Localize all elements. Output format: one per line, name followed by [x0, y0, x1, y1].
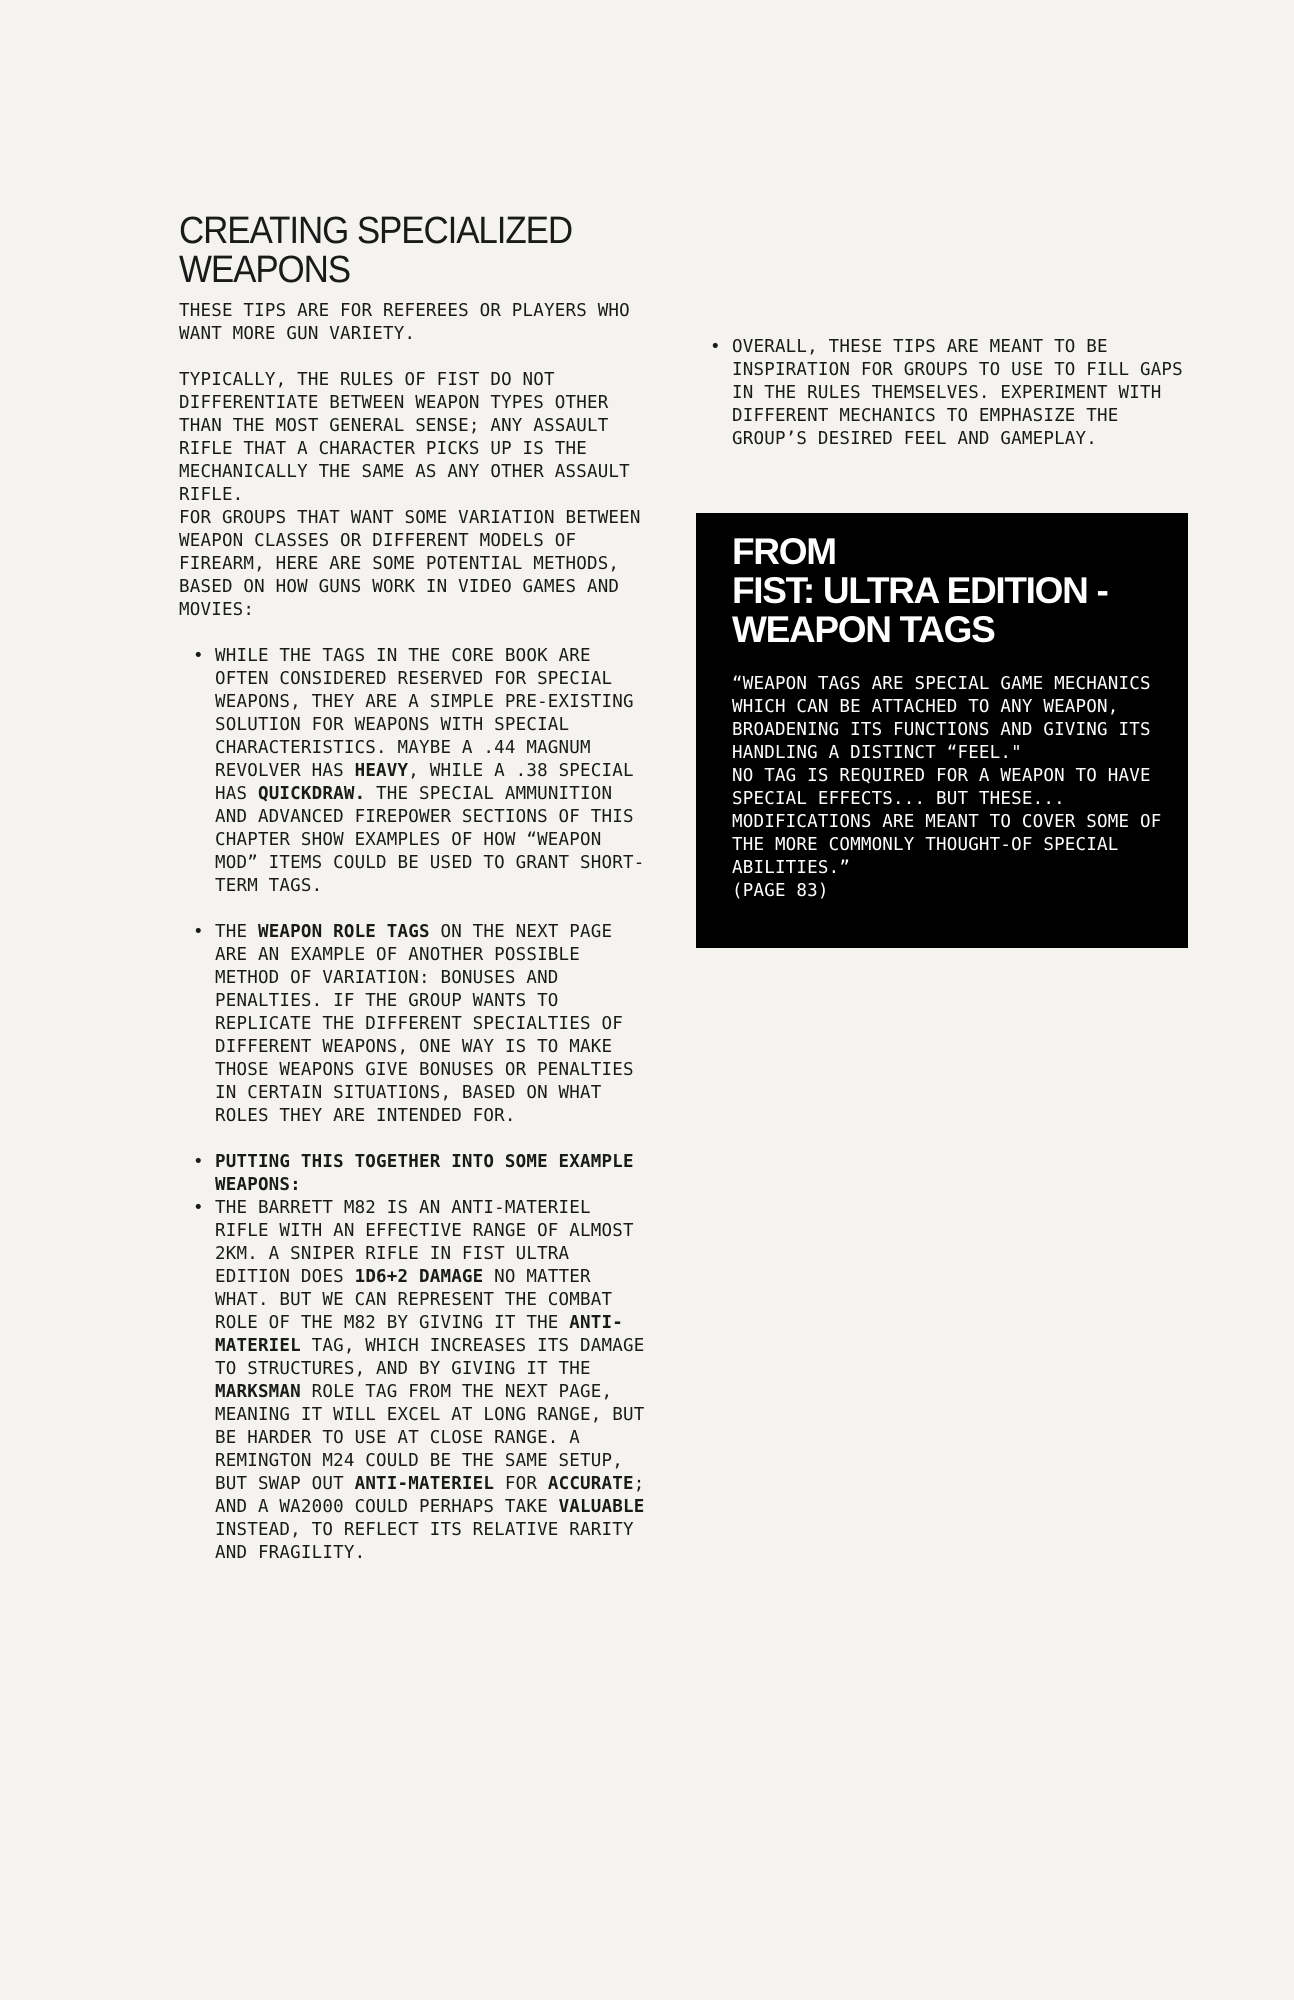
accurate-tag: ACCURATE: [547, 1474, 634, 1494]
tips-list-continued: [696, 336, 1190, 451]
marksman-tag: MARKSMAN: [215, 1382, 301, 1402]
paragraph-for-groups: FOR GROUPS THAT WANT SOME VARIATION BETWEEN WEAPON CLASSES OR DIFFERENT MODELS OF FIREARM, HERE ARE SOME POTENTIAL METHODS, BASED ON HOW GUNS WORK IN VIDEO GAMES AND MOVIES:: [179, 508, 641, 620]
list-item: [179, 1151, 649, 1197]
list-item: • OVERALL, THESE TIPS ARE MEANT TO BE INSPIRATION FOR GROUPS TO USE TO FILL GAPS IN THE RULES THEMSELVES. EXPERIMENT WITH DIFFERENT MECHANICS TO EMPHASIZE THE GROUP’S DESIRED FEEL AND GAMEPLAY.: [696, 336, 1190, 451]
tips-list: [179, 645, 649, 1565]
page-reference: (PAGE 83): [732, 881, 829, 901]
page-title: CREATING SPECIALIZED WEAPONS: [179, 210, 572, 291]
sidebar-title: FROM FIST: ULTRA EDITION - WEAPON TAGS: [732, 531, 1108, 650]
right-column: [696, 336, 1190, 451]
sidebar-quote: [732, 673, 1168, 903]
list-item: • THE BARRETT M82 IS AN ANTI-MATERIEL RIFLE WITH AN EFFECTIVE RANGE OF ALMOST 2KM. A SNIPER RIFLE IN FIST ULTRA EDITION DOES 1D6+2 DAMAGE NO MATTER WHAT. BUT WE CAN REPRESENT THE COMBAT ROLE OF THE M82 BY GIVING IT THE ANTI-MATERIEL TAG, WHICH INCREASES ITS DAMAGE TO STRUCTURES, AND BY GIVING IT THE MARKSMAN ROLE TAG FROM THE NEXT PAGE, MEANING IT WILL EXCEL AT LONG RANGE, BUT BE HARDER TO USE AT CLOSE RANGE. A REMINGTON M24 COULD BE THE SAME SETUP, BUT SWAP OUT ANTI-MATERIEL FOR ACCURATE; AND A WA2000 COULD PERHAPS TAKE VALUABLE INSTEAD, TO REFLECT ITS RELATIVE RARITY AND FRAGILITY.: [179, 1197, 649, 1565]
paragraph-typically: TYPICALLY, THE RULES OF FIST DO NOT DIFFERENTIATE BETWEEN WEAPON TYPES OTHER THAN THE MOST GENERAL SENSE; ANY ASSAULT RIFLE THAT A CHARACTER PICKS UP IS THE MECHANICALLY THE SAME AS ANY OTHER ASSAULT RIFLE.: [179, 370, 630, 505]
left-column: [179, 212, 649, 1565]
damage-term: 1D6+2 DAMAGE: [354, 1267, 484, 1287]
anti-materiel-tag: ANTI-MATERIEL: [215, 1313, 623, 1356]
list-item: • THE WEAPON ROLE TAGS ON THE NEXT PAGE ARE AN EXAMPLE OF ANOTHER POSSIBLE METHOD OF VARIATION: BONUSES AND PENALTIES. IF THE GROUP WANTS TO REPLICATE THE DIFFERENT SPECIALTIES OF DIFFERENT WEAPONS, ONE WAY IS TO MAKE THOSE WEAPONS GIVE BONUSES OR PENALTIES IN CERTAIN SITUATIONS, BASED ON WHAT ROLES THEY ARE INTENDED FOR.: [179, 921, 649, 1128]
valuable-tag: VALUABLE: [558, 1497, 645, 1517]
example-weapons-heading: PUTTING THIS TOGETHER INTO SOME EXAMPLE WEAPONS:: [215, 1152, 634, 1195]
weapon-role-tags-term: WEAPON ROLE TAGS: [257, 922, 430, 942]
list-item: • WHILE THE TAGS IN THE CORE BOOK ARE OFTEN CONSIDERED RESERVED FOR SPECIAL WEAPONS, THEY ARE A SIMPLE PRE-EXISTING SOLUTION FOR WEAPONS WITH SPECIAL CHARACTERISTICS. MAYBE A .44 MAGNUM REVOLVER HAS HEAVY, WHILE A .38 SPECIAL HAS QUICKDRAW. THE SPECIAL AMMUNITION AND ADVANCED FIREPOWER SECTIONS OF THIS CHAPTER SHOW EXAMPLES OF HOW “WEAPON MOD” ITEMS COULD BE USED TO GRANT SHORT-TERM TAGS.: [179, 645, 649, 898]
heavy-tag: HEAVY: [354, 761, 409, 781]
sidebar-quote-box: [696, 513, 1188, 948]
anti-materiel-tag: ANTI-MATERIEL: [354, 1474, 495, 1494]
quote-paragraph: NO TAG IS REQUIRED FOR A WEAPON TO HAVE SPECIAL EFFECTS... BUT THESE... MODIFICATIONS ARE MEANT TO COVER SOME OF THE MORE COMMONLY THOUGHT-OF SPECIAL ABILITIES.”: [732, 766, 1162, 878]
quote-paragraph: “WEAPON TAGS ARE SPECIAL GAME MECHANICS WHICH CAN BE ATTACHED TO ANY WEAPON, BROADENING ITS FUNCTIONS AND GIVING ITS HANDLING A DISTINCT “FEEL.": [732, 674, 1151, 763]
intro-text: THESE TIPS ARE FOR REFEREES OR PLAYERS WHO WANT MORE GUN VARIETY.: [179, 301, 630, 344]
quickdraw-tag: QUICKDRAW.: [257, 784, 366, 804]
